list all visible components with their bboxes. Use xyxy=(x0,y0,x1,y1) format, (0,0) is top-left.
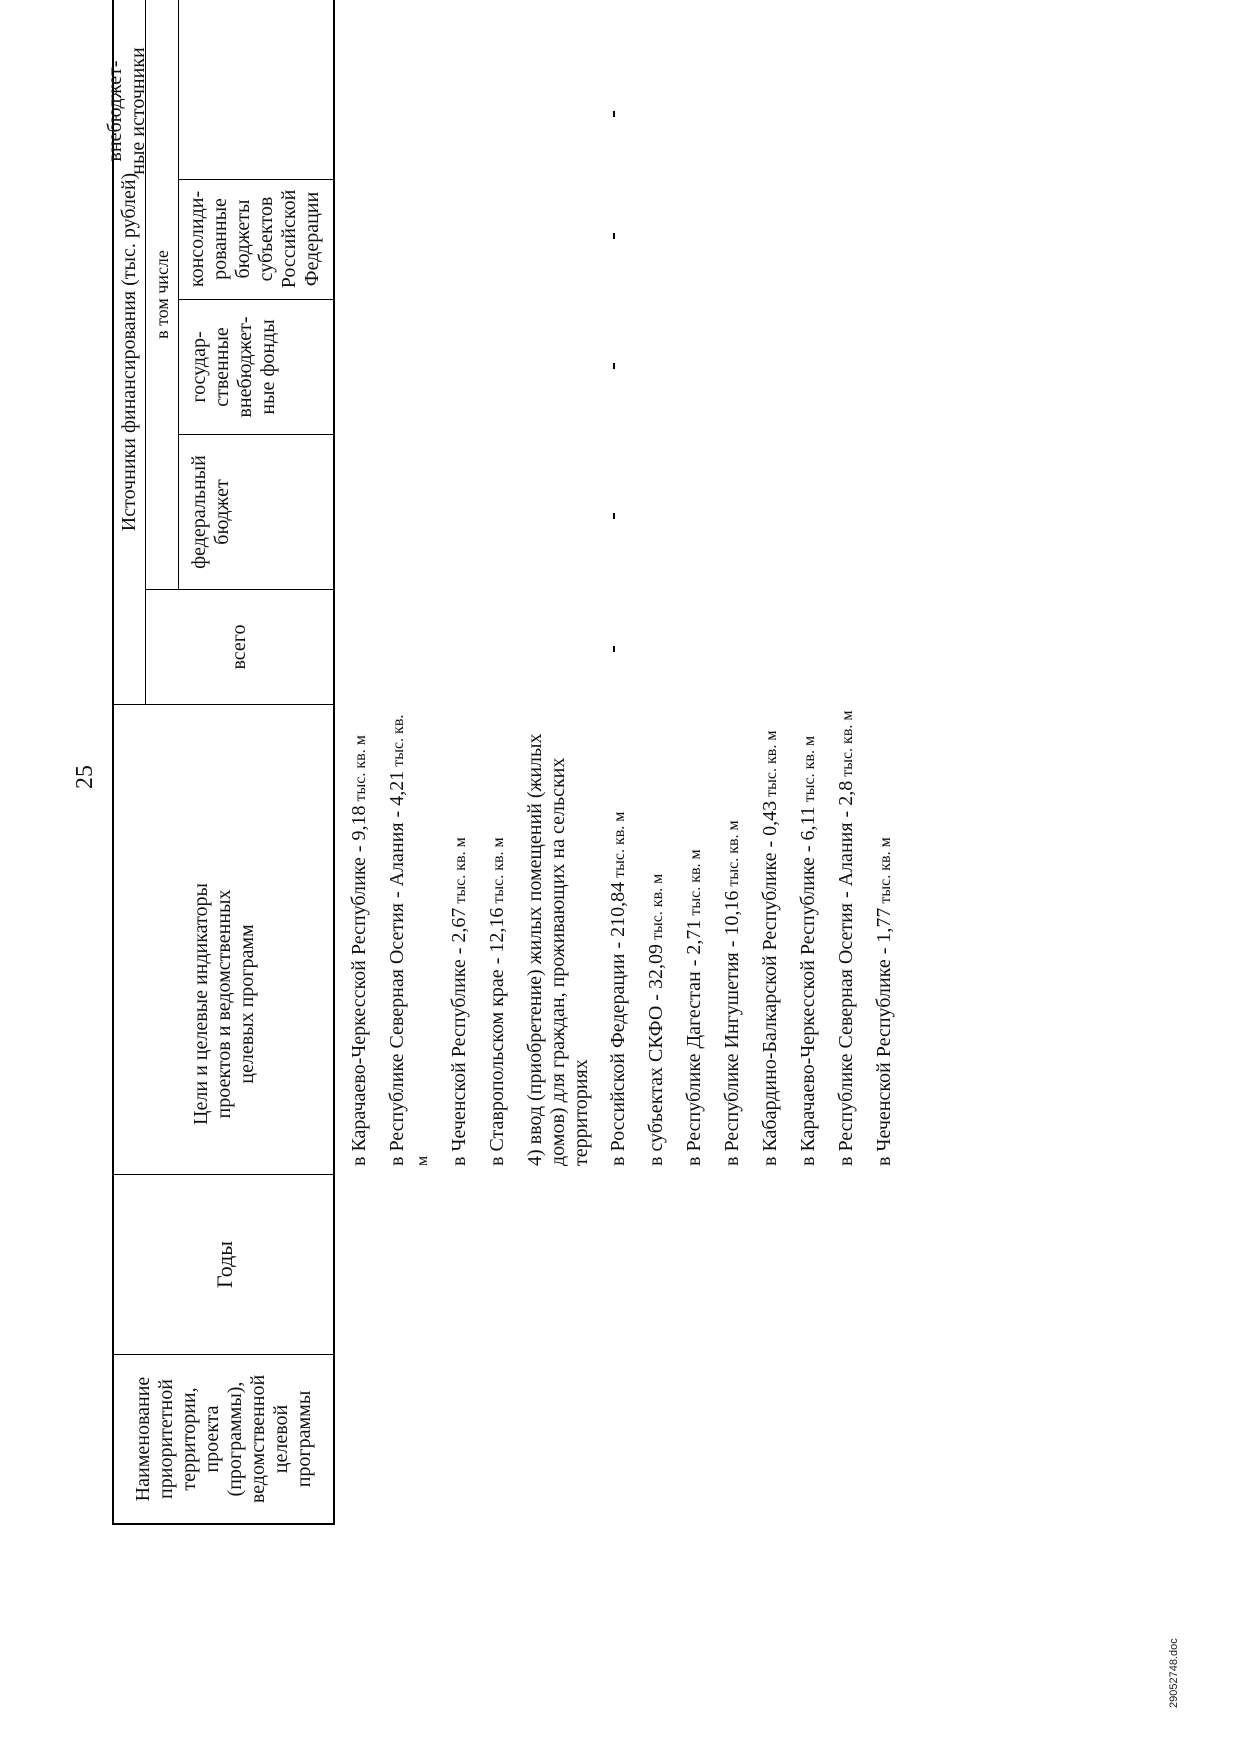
document-filename: 29052748.doc xyxy=(1168,1638,1180,1708)
header-state-funds: государ-ственные внебюджет-ные фонды xyxy=(188,316,279,418)
header-years: Годы xyxy=(211,1240,237,1289)
goals-list xyxy=(348,706,911,1166)
table-row: в Республике Северная Осетия - Алания - 4,21 тыс. кв. м xyxy=(386,714,431,1166)
header-federal: федеральный бюджет xyxy=(188,455,233,569)
col-divider-extrabudget xyxy=(178,179,335,180)
table-row: в Чеченской Республике - 1,77 тыс. кв. м xyxy=(873,837,895,1166)
table-row: 4) ввод (приобретение) жилых помещений (жилых домов) для граждан, проживающих на сельских территориях xyxy=(524,733,592,1166)
col-divider-total xyxy=(112,704,335,705)
table-row: в Ставропольском крае - 12,16 тыс. кв. м xyxy=(486,837,508,1166)
value-federal xyxy=(613,513,615,519)
table-row: в Республике Северная Осетия - Алания - 2,8 тыс. кв. м xyxy=(835,710,857,1166)
header-extrabudget: внебюджет-ные источники xyxy=(104,47,149,175)
header-name: Наименование приоритетной территории, проекта (программы), ведомственной целевой программы xyxy=(132,1374,315,1504)
header-funding-group: Источники финансирования (тыс. рублей) xyxy=(118,172,140,532)
col-divider-state-funds xyxy=(178,434,335,435)
table-row: в Кабардино-Балкарской Республике - 0,43 тыс. кв. м xyxy=(759,730,781,1166)
table-row: в субъектах СКФО - 32,09 тыс. кв. м xyxy=(645,873,667,1166)
table-row: в Чеченской Республике - 2,67 тыс. кв. м xyxy=(448,837,470,1166)
col-divider-years xyxy=(112,1354,335,1355)
table-row: в Карачаево-Черкесской Республике - 6,11 тыс. кв. м xyxy=(797,735,819,1166)
header-bottom-border xyxy=(333,0,335,1525)
value-state-funds xyxy=(613,363,615,369)
header-total: всего xyxy=(228,624,250,670)
value-total xyxy=(613,646,615,652)
page-number: 25 xyxy=(72,765,98,789)
col-left-border xyxy=(112,1523,335,1525)
header-regional: консолиди-рованные бюджеты субъектов Российской Федерации xyxy=(186,189,323,289)
header-including: в том числе xyxy=(151,250,172,339)
col-divider-regional xyxy=(178,299,335,300)
table-row: в Российской Федерации - 210,84 тыс. кв. м xyxy=(607,811,629,1166)
header-goals: Цели и целевые индикаторы проектов и ведомственных целевых программ xyxy=(190,883,258,1125)
value-regional xyxy=(613,233,615,239)
value-extrabudget xyxy=(613,111,615,117)
table-row: в Республике Дагестан - 2,71 тыс. кв. м xyxy=(683,849,705,1166)
table-row: в Карачаево-Черкесской Республике - 9,18 тыс. кв. м xyxy=(348,735,370,1166)
table-row: в Республике Ингушетия - 10,16 тыс. кв. м xyxy=(721,820,743,1166)
